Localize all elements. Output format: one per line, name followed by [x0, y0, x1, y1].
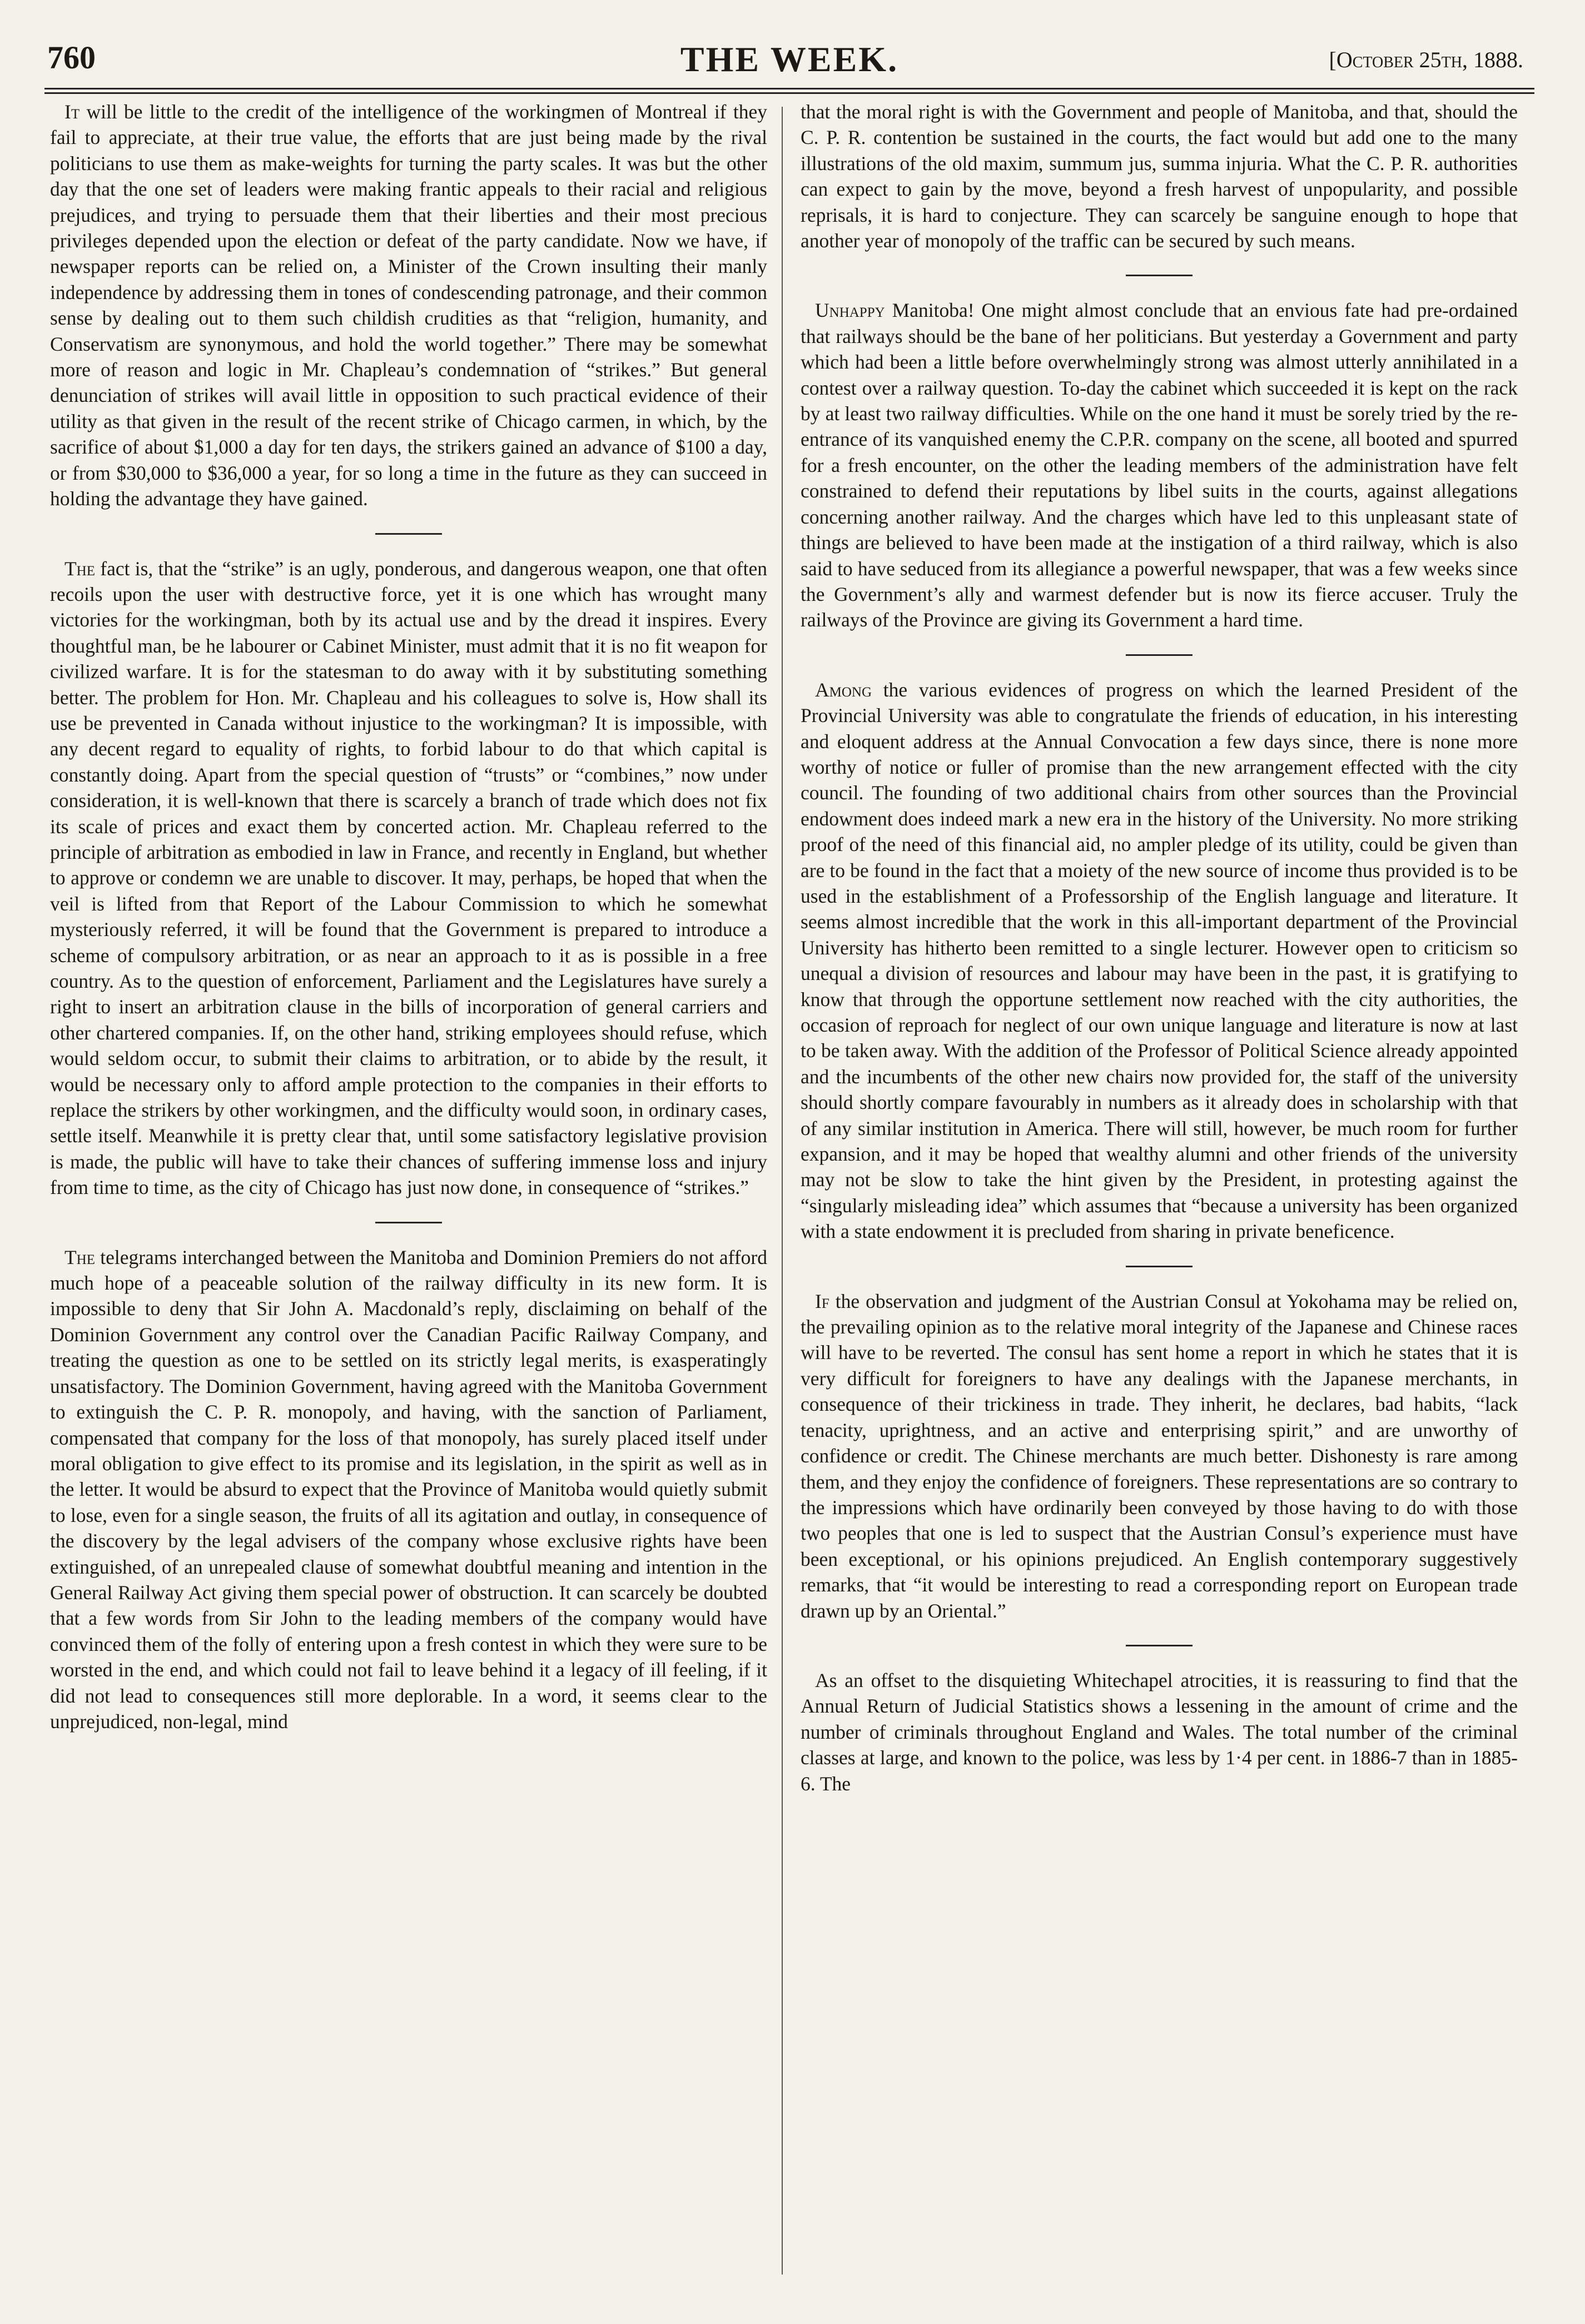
right-column	[801, 99, 1518, 1797]
article-separator	[375, 1222, 442, 1223]
article-separator	[1126, 654, 1193, 656]
article-lead-word: The	[64, 1246, 96, 1268]
article-strikes-montreal	[50, 99, 767, 512]
masthead-title: THE WEEK.	[680, 39, 899, 79]
article-body: the various evidences of progress on which the learned President of the Provincial University was able to congratulate the friends of education, in his interesting and eloquent address at the Annual Convocation a few days since, there is none more worthy of notice or fuller of promise than the new arrangement effected with the city council. The founding of two additional chairs from other sources than the Provincial endowment does indeed mark a new era in the history of the University. No more striking proof of the need of this financial aid, no ampler pledge of its utility, could be given than are to be found in the fact that a moiety of the new source of income thus provided is to be used in the establishment of a Professorship of the English language and literature. It seems almost incredible that the work in this all-important department of the Provincial University has hitherto been remitted to a single lecturer. However open to criticism so unequal a division of resources and labour may have been in the past, it is gratifying to know that through the opportune settlement now reached with the city authorities, the occasion of reproach for neglect of our own unique language and literature is now at last to be taken away. With the addition of the Professor of Political Science already appointed and the incumbents of the other new chairs now provided for, the staff of the university should shortly compare favourably in numbers as it already does in scholarship with that of any similar institution in America. There will still, however, be much room for further expansion, and it may be hoped that wealthy alumni and other friends of the university may not be slow to take the hint given by the President, in protesting against the “singularly misleading idea” which assumes that “because a university has been organized with a state endowment it is precluded from sharing in private beneficence.	[801, 678, 1518, 1243]
article-separator	[375, 533, 442, 535]
article-austrian-consul	[801, 1288, 1518, 1624]
article-strike-weapon	[50, 556, 767, 1201]
header-rule-top	[44, 88, 1534, 89]
article-body: Manitoba! One might almost conclude that an envious fate had pre-ordained that railways should be the bane of her politicians. But yesterday a Government and party which had been a little before overwhelmingly strong was almost utterly annihilated in a contest over a railway question. To-day the cabinet which succeeded it is kept on the rack by at least two railway difficulties. While on the one hand it must be sorely tried by the re-entrance of its vanquished enemy the C.P.R. company on the scene, all booted and spurred for a fresh encounter, on the other the leading members of the administration have felt constrained to defend their reputations by libel suits in the courts, against allegations concerning another railway. And the charges which have led to this unpleasant state of things are believed to have been made at the instigation of a third railway, which is also said to have seduced from its allegiance a powerful newspaper, that was a few weeks since the Government’s ally and warmest defender but is now its fierce accuser. Truly the railways of the Province are giving its Government a hard time.	[801, 299, 1518, 631]
article-lead-word: The	[64, 557, 96, 580]
article-lead-word: Unhappy	[815, 299, 885, 322]
page-header	[44, 39, 1534, 83]
article-lead-word: If	[815, 1290, 829, 1312]
article-body: fact is, that the “strike” is an ugly, ponderous, and dangerous weapon, one that often recoils upon the user with destructive force, yet it is one which has wrought many victories for the workingman, both by its actual use and by the dread it inspires. Every thoughtful man, be he labourer or Cabinet Minister, must admit that it is no fit weapon for civilized warfare. It is for the statesman to do away with it by substituting something better. The problem for Hon. Mr. Chapleau and his colleagues to solve is, How shall its use be prevented in Canada without injustice to the workingman? It is impossible, with any decent regard to equality of rights, to forbid labour to do that which capital is constantly doing. Apart from the special question of “trusts” or “combines,” now under consideration, it is well-known that there is scarcely a branch of trade which does not fix its scale of prices and exact them by concerted action. Mr. Chapleau referred to the principle of arbitration as embodied in law in France, and recently in England, but whether to approve or condemn we are unable to discover. It may, perhaps, be hoped that when the veil is lifted from that Report of the Labour Commission to which he somewhat mysteriously referred, it will be found that the Government is prepared to introduce a scheme of compulsory arbitration, or as near an approach to it as is possible in a free country. As to the question of enforcement, Parliament and the Legislatures have surely a right to insert an arbitration clause in the bills of incorporation of general carriers and other chartered companies. If, on the other hand, striking employees should refuse, which would seldom occur, to submit their claims to arbitration, or to abide by the result, it would be necessary only to afford ample protection to the companies in their efforts to replace the strikers by other workingmen, and the difficulty would soon, in ordinary cases, settle itself. Meanwhile it is pretty clear that, until some satisfactory legislative provision is made, the public will have to take their chances of suffering immense loss and injury from time to time, as the city of Chicago has just now done, in consequence of “strikes.”	[50, 557, 767, 1199]
column-divider	[782, 107, 783, 2275]
article-body: will be little to the credit of the intelligence of the workingmen of Montreal if they fail to appreciate, at their true value, the efforts that are just being made by the rival politicians to use them as make-weights for turning the party scales. It was but the other day that the one set of leaders were making frantic appeals to their racial and religious prejudices, and trying to persuade them that their liberties and their most precious privileges depended upon the election or defeat of the party candidate. Now we have, if newspaper reports can be relied on, a Minister of the Crown insulting their manly independence by addressing them in tones of condescending patronage, and their common sense by dealing out to them such childish crudities as that “religion, humanity, and Conservatism are synonymous, and hold the world together.” There may be somewhat more of reason and logic in Mr. Chapleau’s condemnation of “strikes.” But general denunciation of strikes will avail little in opposition to such practical evidence of their utility as that given in the result of the recent strike of Chicago carmen, in which, by the sacrifice of about $1,000 a day for ten days, the strikers gained an advance of $100 a day, or from $30,000 to $36,000 a year, for so long a time in the future as they can succeed in holding the advantage they have gained.	[50, 101, 767, 510]
article-manitoba-telegrams	[50, 1245, 767, 1735]
article-body: the observation and judgment of the Austrian Consul at Yokohama may be relied on, the prevailing opinion as to the relative moral integrity of the Japanese and Chinese races will have to be reverted. The consul has sent home a report in which he states that it is very difficult for foreigners to have any dealings with the Japanese merchants, in consequence of their trickiness in trade. They inherit, he declares, bad habits, “lack tenacity, uprightness, and an active and enterprising spirit,” and are unworthy of confidence or credit. The Chinese merchants are much better. Dishonesty is rare among them, and they enjoy the confidence of foreigners. These representations are so contrary to the impressions which have ordinarily been conveyed by those having to do with those two peoples that one is led to suspect that the Austrian Consul’s experience must have been exceptional, or his opinions prejudiced. An English contemporary suggestively remarks, that “it would be interesting to read a corresponding report on European trade drawn up by an Oriental.”	[801, 1290, 1518, 1622]
page-number: 760	[47, 39, 96, 76]
article-judicial-statistics: As an offset to the disquieting Whitechapel atrocities, it is reassuring to find that the Annual Return of Judicial Statistics shows a lessening in the amount of crime and the number of criminals throughout England and Wales. The total number of the criminal classes at large, and known to the police, was less by 1·4 per cent. in 1886-7 than in 1885-6. The	[801, 1669, 1518, 1795]
article-manitoba-telegrams-continued: that the moral right is with the Government and people of Manitoba, and that, should the C. P. R. contention be sustained in the courts, the fact would but add one to the many illustrations of the old maxim, summum jus, summa injuria. What the C. P. R. authorities can expect to gain by the move, beyond a fresh harvest of unpopularity, and possible reprisals, it is hard to conjecture. They can scarcely be sanguine enough to hope that another year of monopoly of the traffic can be secured by such means.	[801, 101, 1518, 252]
article-unhappy-manitoba	[801, 297, 1518, 633]
article-lead-word: It	[64, 101, 80, 123]
article-separator	[1126, 275, 1193, 276]
article-lead-word: Among	[815, 678, 872, 701]
header-rule-bottom	[44, 92, 1534, 94]
article-body: telegrams interchanged between the Manitoba and Dominion Premiers do not afford much hope of a peaceable solution of the railway difficulty in its new form. It is impossible to deny that Sir John A. Macdonald’s reply, disclaiming on behalf of the Dominion Government any control over the Canadian Pacific Railway Company, and treating the question as one to be settled on its strictly legal merits, is exasperatingly unsatisfactory. The Dominion Government, having agreed with the Manitoba Government to extinguish the C. P. R. monopoly, and having, with the sanction of Parliament, compensated that company for the loss of that monopoly, has surely placed itself under moral obligation to give effect to its promise and its legislation, in the spirit as well as in the letter. It would be absurd to expect that the Province of Manitoba would quietly submit to lose, even for a single season, the fruits of all its agitation and outlay, in consequence of the discovery by the legal advisers of the company whose exclusive rights have been extinguished, of an unrepealed clause of somewhat doubtful meaning and intention in the General Railway Act giving them special power of obstruction. It can scarcely be doubted that a few words from Sir John to the leading members of the company would have convinced them of the folly of entering upon a fresh contest in which they were sure to be worsted in the end, and which could not fail to leave behind it a legacy of ill feeling, if it did not lead to consequences still more deplorable. In a word, it seems clear to the unprejudiced, non-legal, mind	[50, 1246, 767, 1733]
issue-date: [October 25th, 1888.	[1329, 47, 1523, 72]
article-separator	[1126, 1266, 1193, 1267]
article-provincial-university	[801, 677, 1518, 1245]
left-column	[50, 99, 767, 1734]
article-separator	[1126, 1645, 1193, 1646]
